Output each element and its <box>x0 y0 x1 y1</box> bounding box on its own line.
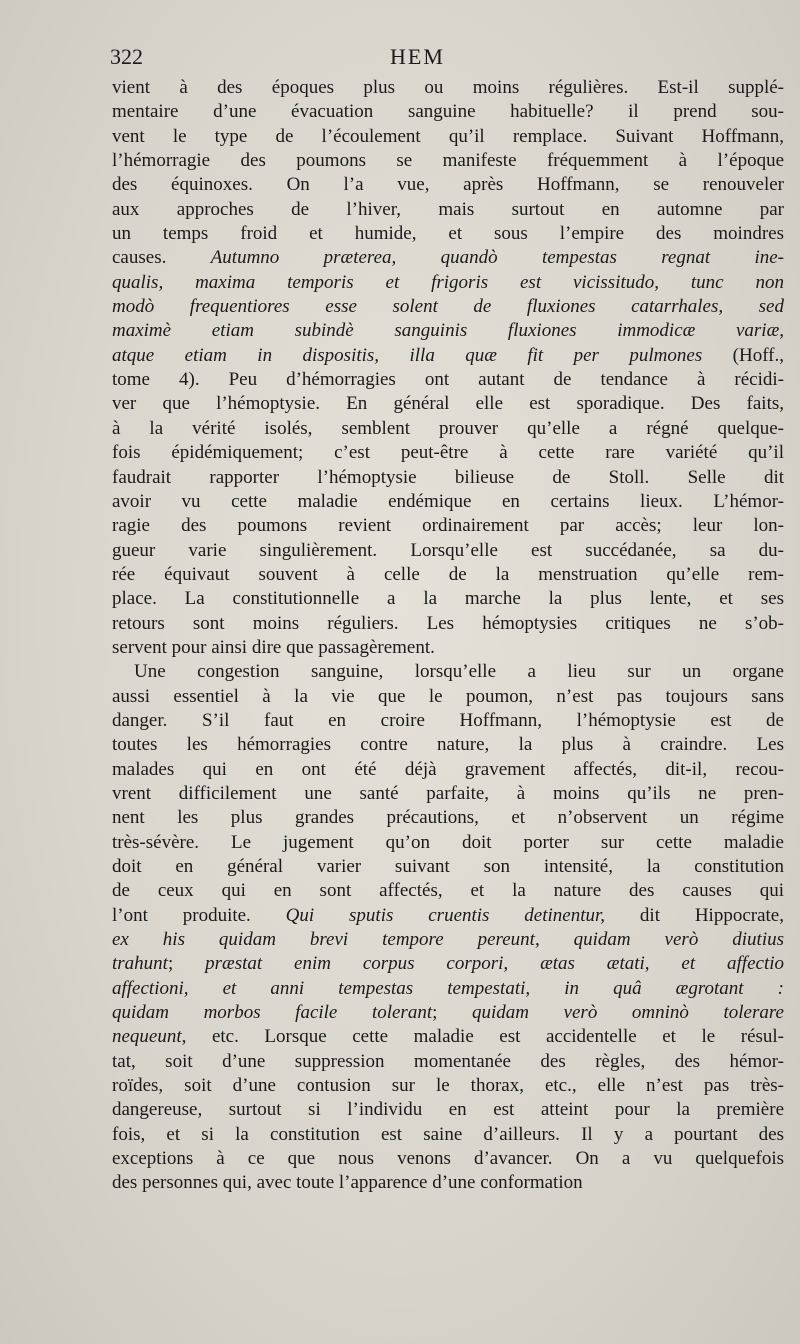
text-segment: rée équivaut souvent à celle de la menstruation qu’elle rem- <box>112 563 784 585</box>
text-segment: ; <box>432 1002 472 1024</box>
text-segment: , etc. Lorsque cette maladie est accidentelle et le résul- <box>181 1026 784 1048</box>
text-segment: l’ont produite. <box>112 904 286 926</box>
italic-text: quidam verò omninò tolerare <box>471 1002 784 1024</box>
page-number: 322 <box>110 44 143 69</box>
text-line <box>112 173 784 197</box>
text-line <box>112 319 784 343</box>
text-line <box>112 709 784 733</box>
text-segment: ver que l’hémoptysie. En général elle est sporadique. Des faits, <box>112 393 784 415</box>
italic-text: quidam morbos facile tolerant <box>112 1002 433 1024</box>
italic-text: Autumno præterea, quandò tempestas regnat ine- <box>210 247 784 269</box>
text-segment: ; <box>167 953 206 975</box>
text-segment: l’hémorragie des poumons se manifeste fréquemment à l’époque <box>112 150 784 172</box>
italic-text: maximè etiam subindè sanguinis fluxiones immodicæ variæ, <box>112 320 784 342</box>
text-segment: gueur varie singulièrement. Lorsqu’elle est succédanée, sa du- <box>112 539 784 561</box>
text-segment: des équinoxes. On l’a vue, après Hoffmann, se renouveler <box>112 174 784 196</box>
text-line <box>112 417 784 441</box>
text-segment: vrent difficilement une santé parfaite, à moins qu’ils ne pren- <box>112 782 784 804</box>
text-line <box>112 879 784 903</box>
text-segment: doit en général varier suivant son intensité, la constitution <box>112 856 784 877</box>
text-line <box>112 392 784 416</box>
text-line <box>112 855 784 879</box>
text-segment: fois, et si la constitution est saine d’ailleurs. Il y a pourtant des <box>112 1123 784 1145</box>
text-line <box>112 1147 784 1171</box>
text-line <box>112 514 784 538</box>
text-segment: Une congestion sanguine, lorsqu’elle a lieu sur un organe <box>134 661 784 683</box>
text-line <box>112 563 784 587</box>
text-line <box>112 76 784 100</box>
text-segment: ragie des poumons revient ordinairement par accès; leur lon- <box>112 515 784 537</box>
text-line <box>112 490 784 514</box>
text-line <box>112 758 784 782</box>
body-text <box>112 76 784 1196</box>
text-segment: un temps froid et humide, et sous l’empire des moindres <box>112 223 784 245</box>
italic-text: præstat enim corpus corpori, ætas ætati, et affectio <box>205 953 784 975</box>
text-line <box>112 1123 784 1147</box>
text-line <box>112 904 784 928</box>
text-line <box>112 831 784 855</box>
text-line <box>112 1098 784 1122</box>
text-line <box>112 685 784 709</box>
text-segment: servent pour ainsi dire que passagèrement. <box>112 636 435 658</box>
text-line <box>112 1171 784 1195</box>
text-segment: dangereuse, surtout si l’individu en est atteint pour la première <box>112 1099 784 1121</box>
text-segment: de ceux qui en sont affectés, et la nature des causes qui <box>112 880 784 902</box>
text-line <box>112 271 784 295</box>
text-segment: aussi essentiel à la vie que le poumon, n’est pas toujours sans <box>112 685 784 707</box>
text-line <box>112 782 784 806</box>
italic-text: Qui sputis cruentis detinentur, <box>285 904 606 926</box>
text-segment: danger. S’il faut en croire Hoffmann, l’hémoptysie est de <box>112 709 784 731</box>
text-line <box>112 1074 784 1098</box>
text-segment: place. La constitutionnelle a la marche la plus lente, et ses <box>112 588 784 610</box>
text-segment: avoir vu cette maladie endémique en certains lieux. L’hémor- <box>112 490 784 512</box>
text-segment: exceptions à ce que nous venons d’avancer. On a vu quelquefois <box>112 1148 784 1170</box>
text-segment: nent les plus grandes précautions, et n’observent un régime <box>112 807 784 829</box>
running-head: HEM <box>390 44 445 69</box>
text-segment: faudrait rapporter l’hémoptysie bilieuse de Stoll. Selle dit <box>112 466 784 488</box>
italic-text: modò frequentiores esse solent de fluxiones catarrhales, sed <box>112 296 784 318</box>
text-line <box>112 125 784 149</box>
text-line <box>112 198 784 222</box>
text-segment: toutes les hémorragies contre nature, la plus à craindre. Les <box>112 734 784 756</box>
text-segment: roïdes, soit d’une contusion sur le thorax, etc., elle n’est pas très- <box>112 1075 784 1097</box>
text-segment: mentaire d’une évacuation sanguine habituelle? il prend sou- <box>112 101 784 123</box>
text-segment: vient à des époques plus ou moins régulières. Est-il supplé- <box>112 77 784 98</box>
text-segment: vent le type de l’écoulement qu’il remplace. Suivant Hoffmann, <box>112 125 784 147</box>
text-line <box>112 806 784 830</box>
text-line <box>112 441 784 465</box>
text-line <box>112 733 784 757</box>
text-line <box>112 660 784 684</box>
text-segment: causes. <box>112 247 211 269</box>
text-line <box>112 1001 784 1025</box>
page-header <box>110 40 785 74</box>
italic-text: nequeunt <box>112 1026 182 1048</box>
text-line <box>112 977 784 1001</box>
italic-text: affectioni, et anni tempestas tempestati, in quâ ægrotant : <box>112 977 784 999</box>
text-segment: dit Hippocrate, <box>605 904 784 926</box>
italic-text: atque etiam in dispositis, illa quæ fit per pulmones <box>112 344 703 366</box>
text-line <box>112 928 784 952</box>
text-segment: très-sévère. Le jugement qu’on doit porter sur cette maladie <box>112 831 784 853</box>
text-line <box>112 636 784 660</box>
text-line <box>112 100 784 124</box>
text-segment: (Hoff., <box>702 344 785 366</box>
text-segment: à la vérité isolés, semblent prouver qu’elle a régné quelque- <box>112 417 784 439</box>
text-line <box>112 295 784 319</box>
italic-text: qualis, maxima temporis et frigoris est vicissitudo, tunc non <box>112 271 784 293</box>
text-segment: retours sont moins réguliers. Les hémoptysies critiques ne s’ob- <box>112 612 784 634</box>
text-line <box>112 149 784 173</box>
text-line <box>112 1050 784 1074</box>
text-segment: tat, soit d’une suppression momentanée des règles, des hémor- <box>112 1050 784 1072</box>
text-line <box>112 1025 784 1049</box>
italic-text: trahunt <box>112 953 168 975</box>
italic-text: ex his quidam brevi tempore pereunt, quidam verò diutius <box>112 929 784 951</box>
text-line <box>112 344 784 368</box>
text-line <box>112 222 784 246</box>
text-segment: fois épidémiquement; c’est peut-être à cette rare variété qu’il <box>112 442 784 464</box>
text-line <box>112 466 784 490</box>
text-segment: malades qui en ont été déjà gravement affectés, dit-il, recou- <box>112 758 784 780</box>
text-line <box>112 952 784 976</box>
text-line <box>112 246 784 270</box>
text-line <box>112 587 784 611</box>
text-line <box>112 539 784 563</box>
text-line <box>112 368 784 392</box>
text-segment: tome 4). Peu d’hémorragies ont autant de tendance à récidi- <box>112 369 784 391</box>
text-line <box>112 612 784 636</box>
text-segment: des personnes qui, avec toute l’apparence d’une conformation <box>112 1172 583 1194</box>
text-segment: aux approches de l’hiver, mais surtout en automne par <box>112 198 784 220</box>
